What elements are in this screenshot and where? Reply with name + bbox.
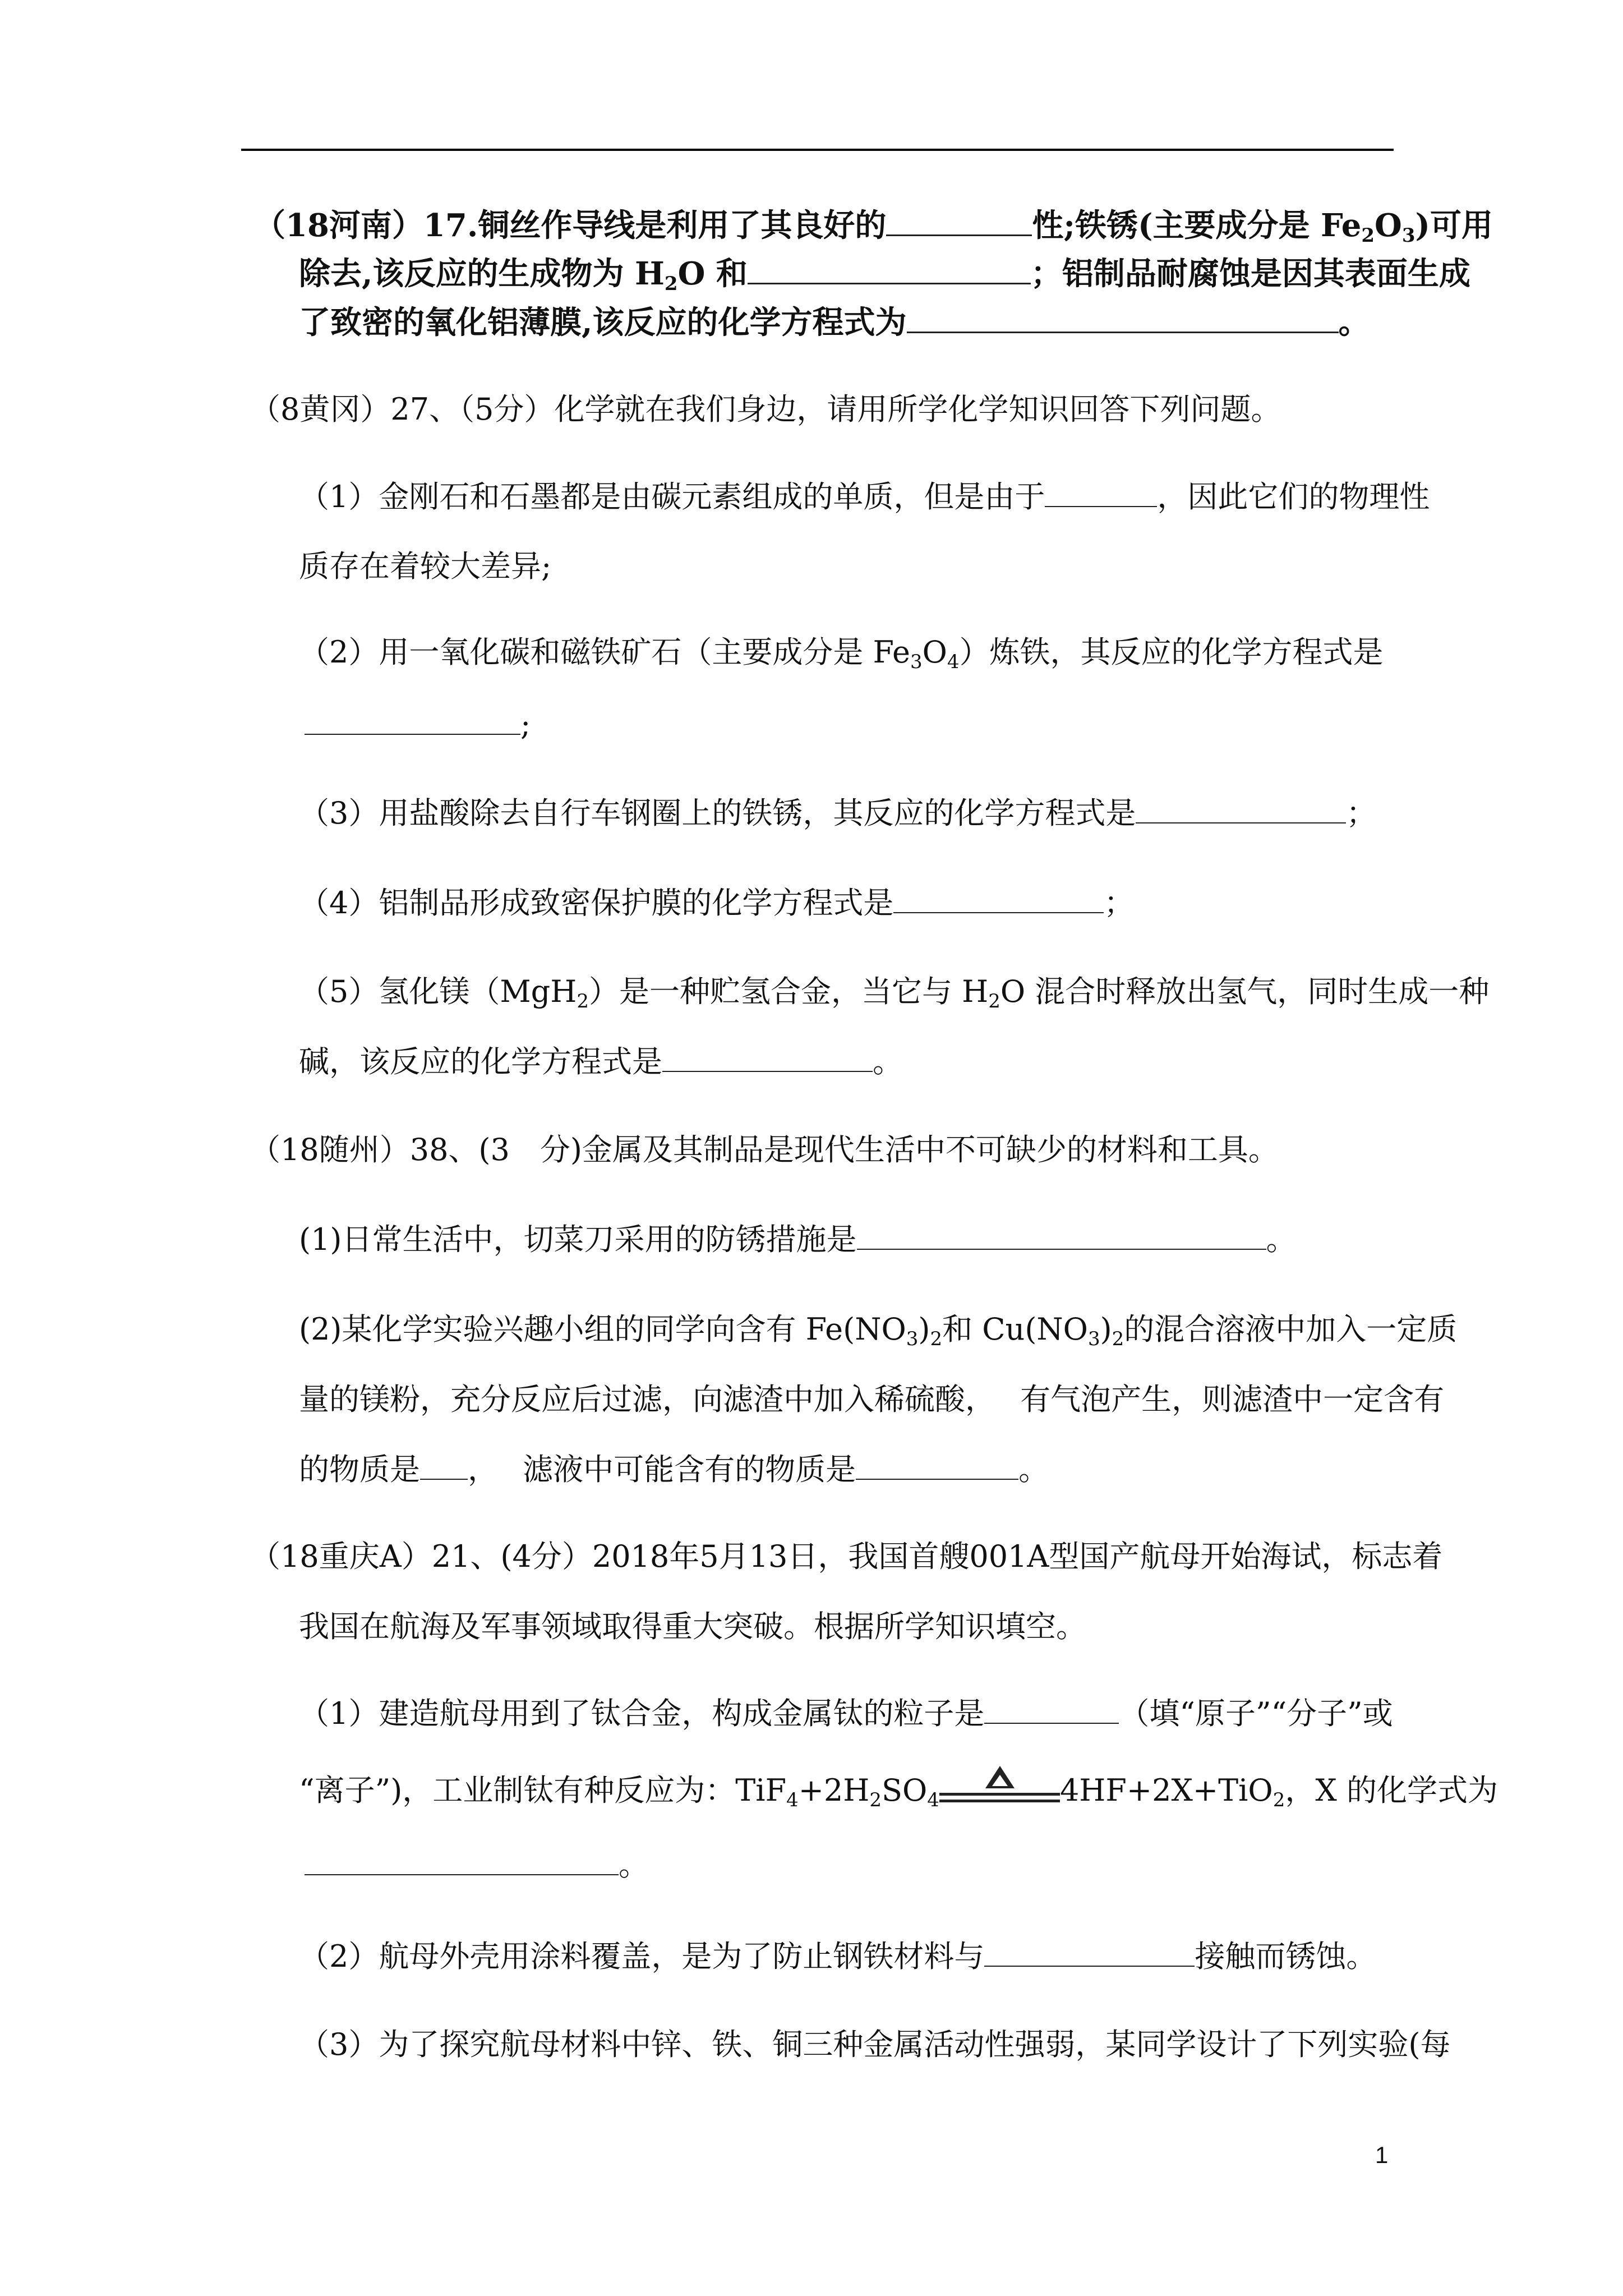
page-number: 1	[1375, 2142, 1389, 2168]
q27-blank-1[interactable]	[1045, 477, 1157, 507]
q21-part-1-equation: “离子”)，工业制钛有种反应为：$TiF_4+2H_2SO_4$ 4HF+2X+TiO$_2$，X 的化学式为	[299, 1768, 1498, 1813]
q27-blank-5[interactable]	[662, 1042, 873, 1072]
q38-part-2-cont-2: 的物质是 ， 滤液中可能含有的物质是 。	[299, 1447, 1049, 1492]
q21-part-2: （2）航母外壳用涂料覆盖，是为了防止钢铁材料与 接触而锈蚀。	[299, 1934, 1376, 1979]
q38-part-2-cont-1: 量的镁粉，充分反应后过滤，向滤渣中加入稀硫酸， 有气泡产生，则滤渣中一定含有	[299, 1382, 1445, 1417]
q21-heading-1: （18重庆A）21、(4分）2018年5月13日，我国首艘001A型国产航母开始海试，标志着	[250, 1539, 1443, 1574]
q27-blank-3[interactable]	[1136, 793, 1346, 823]
q27-part-5-cont: 碱，该反应的化学方程式是 。	[299, 1039, 903, 1084]
q21-blank-2[interactable]	[305, 1845, 619, 1875]
heating-equals-sign-icon	[939, 1776, 1060, 1810]
q17-blank-2[interactable]	[748, 254, 1031, 284]
q21-part-1-cont: 。	[305, 1843, 649, 1888]
q38-blank-1[interactable]	[857, 1220, 1266, 1250]
q21-blank-1[interactable]	[984, 1694, 1119, 1724]
q27-blank-4[interactable]	[893, 883, 1104, 913]
q38-blank-3[interactable]	[856, 1450, 1018, 1480]
q27-part-1-cont: 质存在着较大差异;	[299, 549, 552, 584]
q27-part-4: （4）铝制品形成致密保护膜的化学方程式是 ；	[299, 881, 1134, 926]
q21-blank-3[interactable]	[984, 1936, 1195, 1967]
q27-part-5: （5）氢化镁（MgH$_2$）是一种贮氢合金，当它与 $H_2O$ 混合时释放出氢气，同时生成一种	[299, 974, 1490, 1013]
q21-part-1: （1）建造航母用到了钛合金，构成金属钛的粒子是 （填“原子”“分子”或	[299, 1691, 1393, 1736]
q21-heading-2: 我国在航海及军事领域取得重大突破。根据所学知识填空。	[299, 1609, 1086, 1644]
q27-blank-2[interactable]	[305, 705, 520, 735]
q27-part-3: （3）用盐酸除去自行车钢圈上的铁锈，其反应的化学方程式是 ；	[299, 791, 1376, 836]
q38-heading: （18随州）38、(3 分)金属及其制品是现代生活中不可缺少的材料和工具。	[250, 1132, 1279, 1167]
q38-blank-2[interactable]	[420, 1450, 468, 1480]
q17-line-3: 了致密的氧化铝薄膜,该反应的化学方程式为 。	[299, 300, 1370, 345]
q27-part-1: （1）金刚石和石墨都是由碳元素组成的单质，但是由于 ，因此它们的物理性	[299, 475, 1430, 519]
q38-part-1: (1)日常生活中，切菜刀采用的防锈措施是 。	[299, 1217, 1297, 1262]
q21-part-3: （3）为了探究航母材料中锌、铁、铜三种金属活动性强弱，某同学设计了下列实验(每	[299, 2027, 1451, 2062]
q17-blank-1[interactable]	[886, 205, 1032, 236]
q27-heading: （8黄冈）27、（5分）化学就在我们身边，请用所学化学知识回答下列问题。	[250, 392, 1281, 427]
q17-blank-3[interactable]	[907, 302, 1339, 333]
q27-part-2-cont: ;	[305, 702, 531, 747]
q27-part-2: （2）用一氧化碳和磁铁矿石（主要成分是 $Fe_3O_4$）炼铁，其反应的化学方程式是	[299, 634, 1384, 673]
q17-line-1: （18河南）17.铜丝作导线是利用了其良好的 性;铁锈(主要成分是 $Fe_2O_3$)可用	[254, 203, 1493, 248]
q38-part-2: (2)某化学实验兴趣小组的同学向含有 $Fe(NO_3)_2$和 $Cu(NO_3)_2$的混合溶液中加入一定质	[299, 1312, 1458, 1350]
header-rule	[241, 149, 1394, 151]
q17-line-2: 除去,该反应的生成物为 $H_2O$ 和 ；铝制品耐腐蚀是因其表面生成	[299, 251, 1470, 296]
q17-prefix: （18河南）17.	[254, 207, 478, 244]
